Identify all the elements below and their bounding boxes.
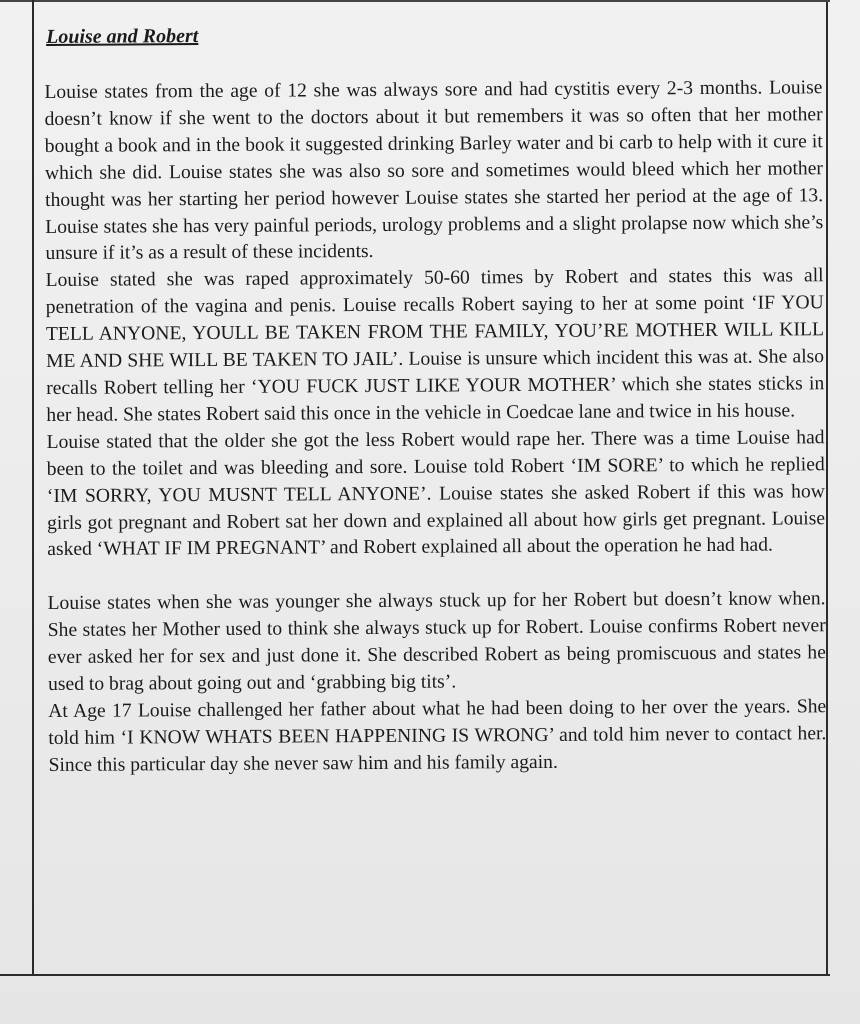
- statement-content: [44, 17, 827, 779]
- paragraph-2: Louise stated she was raped approximately 50-60 times by Robert and states this was all penetration of the vagina and penis. Louise recalls Robert saying to her at some point ‘IF YOU TELL ANYONE, YOULL BE TAKEN FROM THE FAMILY, YOU’RE MOTHER WILL KILL ME AND SHE WILL BE TAKEN TO JAIL’. Louise is unsure which incident this was at. She also recalls Robert telling her ‘YOU FUCK JUST LIKE YOUR MOTHER’ which she states sticks in her head. She states Robert said this once in the vehicle in Coedcae lane and twice in his house.: [45, 265, 825, 426]
- document-title: Louise and Robert: [46, 25, 199, 48]
- paragraph-1: Louise states from the age of 12 she was always sore and had cystitis every 2-3 months. Louise doesn’t know if she went to the doctors about it but remembers it was so often that her mother bought a book and in the book it suggested drinking Barley water and bi carb to help with it cure it which she did. Louise states she was also so sore and sometimes would bleed which her mother thought was her starting her period however Louise states she started her period at the age of 13. Louise states she has very painful periods, urology problems and a slight prolapse now which she’s unsure if it’s as a result of these incidents.: [44, 77, 824, 265]
- paragraph-4: Louise states when she was younger she always stuck up for her Robert but doesn’t know when. She states her Mother used to think she always stuck up for Robert. Louise confirms Robert never ever asked her for sex and just done it. She described Robert as being promiscuous and states he used to brag about going out and ‘grabbing big tits’.: [47, 588, 826, 696]
- bottom-border: [0, 974, 830, 976]
- paragraph-3: Louise stated that the older she got the less Robert would rape her. There was a time Louise had been to the toilet and was bleeding and sore. Louise told Robert ‘IM SORE’ to which he replied ‘IM SORRY, YOU MUSNT TELL ANYONE’. Louise states she asked Robert if this was how girls got pregnant and Robert sat her down and explained all about how girls get pregnant. Louise asked ‘WHAT IF IM PREGNANT’ and Robert explained all about the operation he had had.: [46, 427, 826, 561]
- paragraph-5: At Age 17 Louise challenged her father about what he had been doing to her over the years. She told him ‘I KNOW WHATS BEEN HAPPENING IS WRONG’ and told him never to contact her. Since this particular day she never saw him and his family again.: [48, 696, 827, 776]
